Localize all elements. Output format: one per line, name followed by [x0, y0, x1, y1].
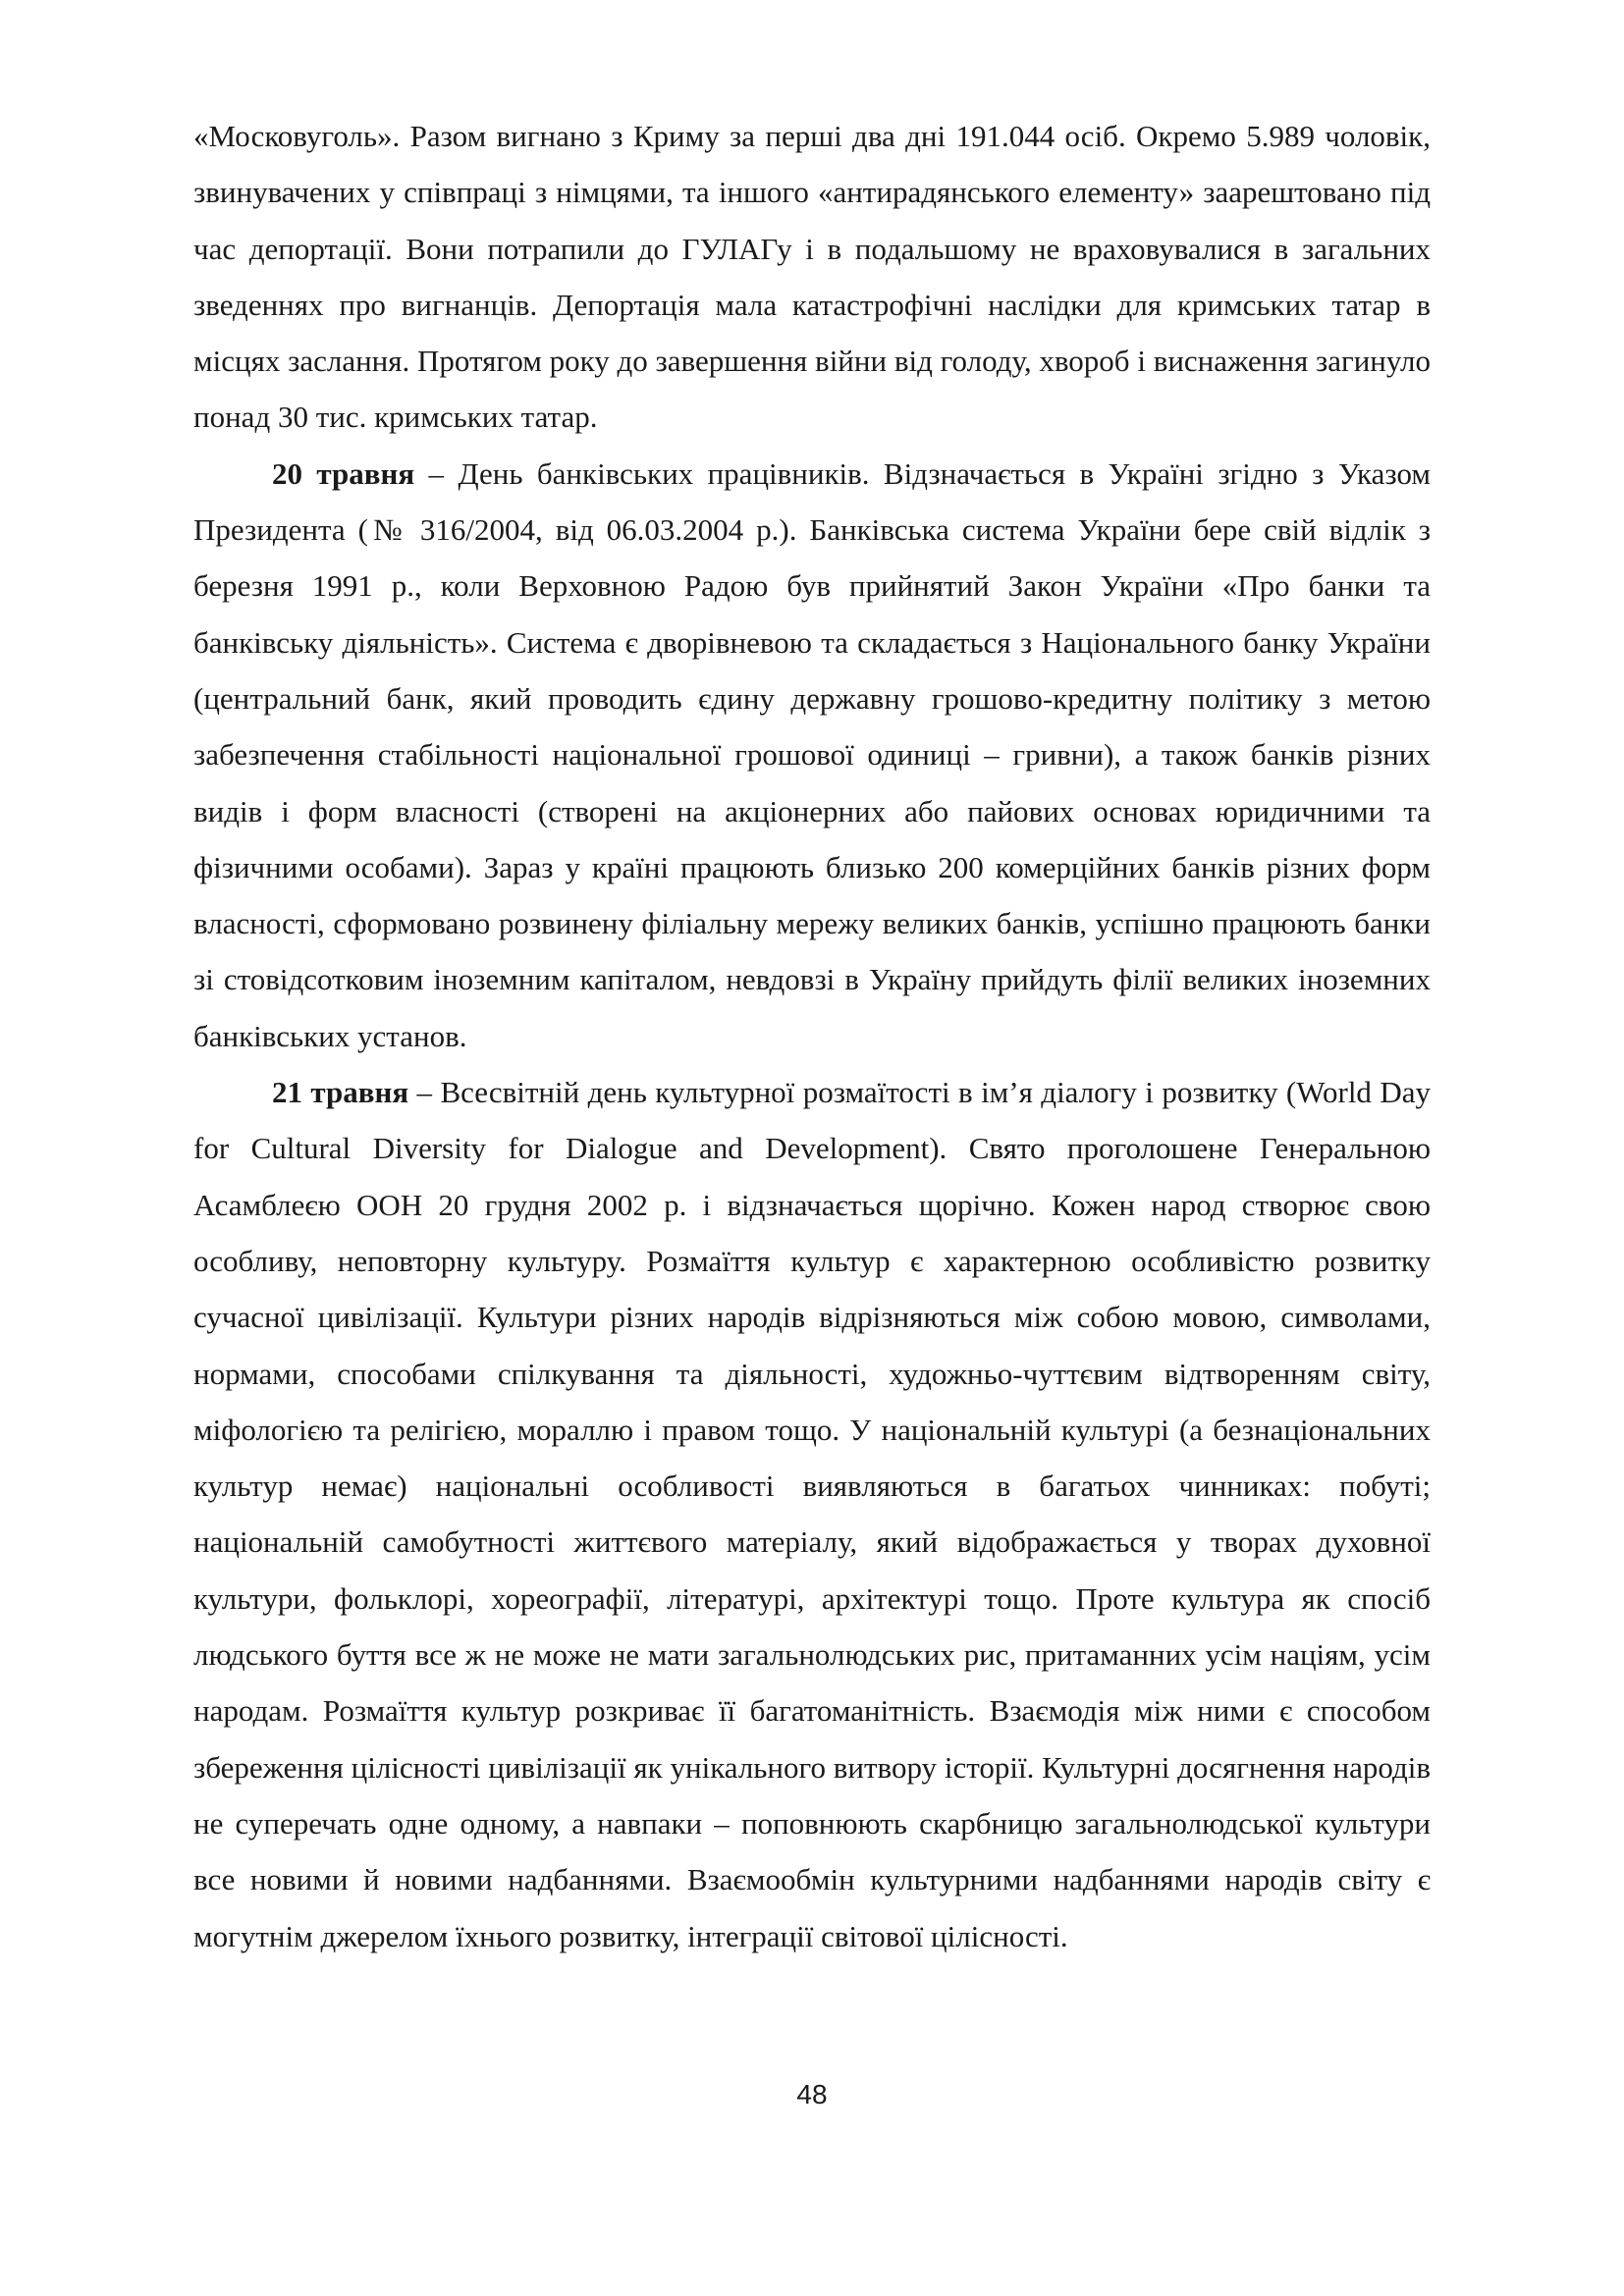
- paragraph-date: 21 травня: [272, 1075, 409, 1110]
- paragraph-text: «Московуголь». Разом вигнано з Криму за перші два дні 191.044 осіб. Окремо 5.989 чоловік, звинувачених у співпраці з німцями, та іншого «антирадянського елементу» заарештовано під час депортації. Вони потрапили до ГУЛАГу і в подальшому не враховувалися в загальних зведеннях про вигнанців. Депортація мала катастрофічні наслідки для кримських татар в місцях заслання. Протягом року до завершення війни від голоду, хвороб і виснаження загинуло понад 30 тис. кримських татар.: [193, 119, 1431, 435]
- paragraph-text: – Всесвітній день культурної розмаїтості в ім’я діалогу і розвитку (World Day for Cultural Diversity for Dialogue and Development). Свято проголошене Генеральною Асамблеєю ООН 20 грудня 2002 р. і відзначається щорічно. Кожен народ створює свою особливу, неповторну культуру. Розмаїття культур є характерною особливістю розвитку сучасної цивілізації. Культури різних народів відрізняються між собою мовою, символами, нормами, способами спілкування та діяльності, художньо-чуттєвим відтворенням світу, міфологією та релігією, мораллю і правом тощо. У національній культурі (а безнаціональних культур немає) національні особливості виявляються в багатьох чинниках: побуті; національній самобутності життєвого матеріалу, який відображається у творах духовної культури, фольклорі, хореографії, літературі, архітектурі тощо. Проте культура як спосіб людського буття все ж не може не мати загальнолюдських рис, притаманних усім націям, усім народам. Розмаїття культур розкриває її багатоманітність. Взаємодія між ними є способом збереження цілісності цивілізації як унікального витвору історії. Культурні досягнення народів не суперечать одне одному, а навпаки – поповнюють скарбницю загальнолюдської культури все новими й новими надбаннями. Взаємообмін культурними надбаннями народів світу є могутнім джерелом їхнього розвитку, інтеграції світової цілісності.: [193, 1075, 1431, 1953]
- paragraph-date: 20 травня: [272, 455, 415, 491]
- paragraph-continuation: [193, 108, 1431, 446]
- body-text: [193, 108, 1431, 1964]
- paragraph-bank-workers-day: [193, 446, 1431, 1064]
- paragraph-text: – День банківських працівників. Відзначається в Україні згідно з Указом Президента (№ 316/2004, від 06.03.2004 р.). Банківська система України бере свій відлік з березня 1991 р., коли Верховною Радою був прийнятий Закон України «Про банки та банківську діяльність». Система є дворівневою та складається з Національного банку України (центральний банк, який проводить єдину державну грошово-кредитну політику з метою забезпечення стабільності національної грошової одиниці – гривни), а також банків різних видів і форм власності (створені на акціонерних або пайових основах юридичними та фізичними особами). Зараз у країні працюють близько 200 комерційних банків різних форм власності, сформовано розвинену філіальну мережу великих банків, успішно працюють банки зі стовідсотковим іноземним капіталом, невдовзі в Україну прийдуть філії великих іноземних банківських установ.: [193, 455, 1431, 1053]
- page-number: 48: [796, 2079, 828, 2109]
- paragraph-cultural-diversity-day: [193, 1064, 1431, 1964]
